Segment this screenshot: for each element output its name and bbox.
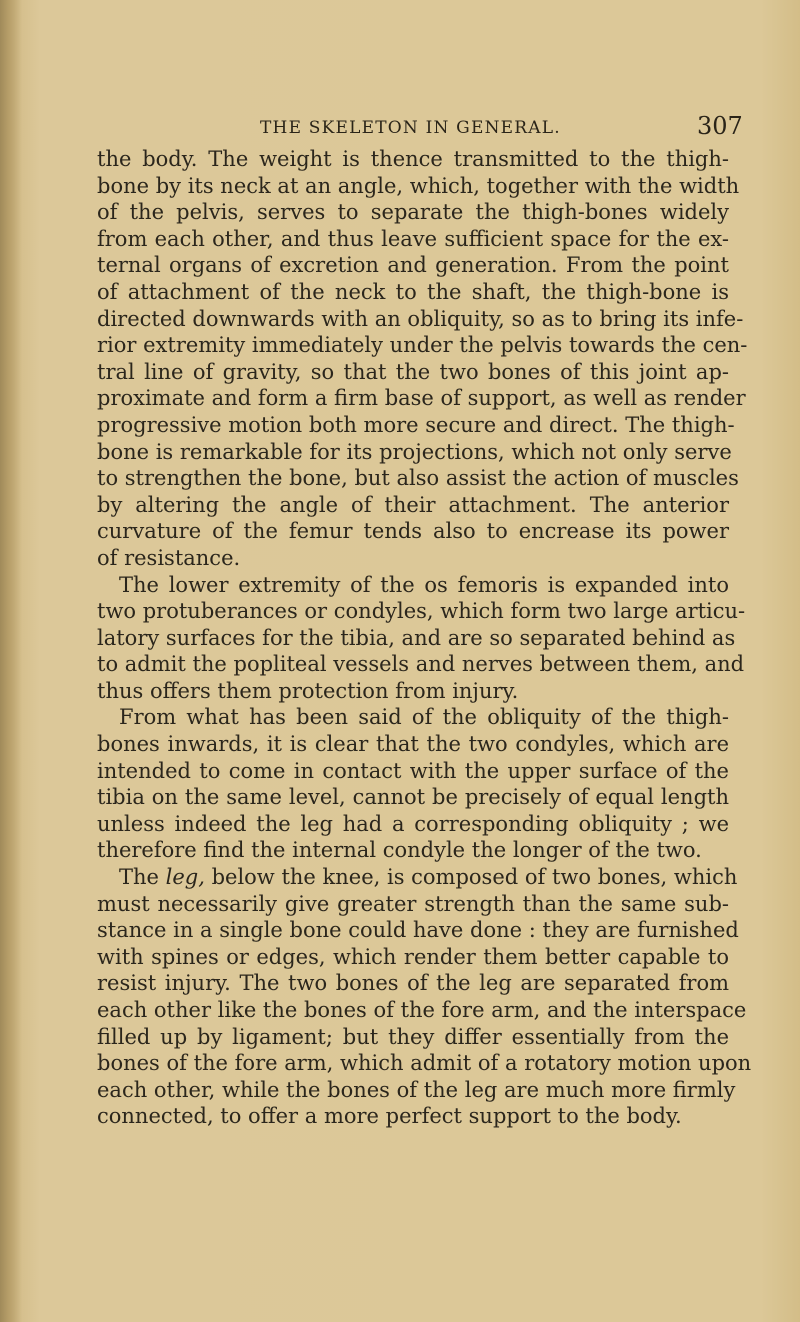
text-line: proximate and form a firm base of support, as well as render	[97, 386, 746, 411]
paragraph-start-line	[97, 864, 738, 891]
text-line: to strengthen the bone, but also assist the action of muscles	[97, 466, 739, 491]
paragraph-end-line: of resistance.	[97, 545, 241, 570]
text-line: filled up by ligament; but they differ essentially from the	[97, 1024, 729, 1049]
text-line: bone by its neck at an angle, which, together with the width	[97, 173, 740, 198]
text-line: bones of the fore arm, which admit of a rotatory motion upon	[97, 1051, 752, 1076]
running-title: THE SKELETON IN GENERAL.	[260, 118, 561, 138]
text-line: stance in a single bone could have done : they are furnished	[97, 918, 739, 943]
text-line: latory surfaces for the tibia, and are so separated behind as	[97, 625, 736, 650]
text-line: each other, while the bones of the leg are much more firmly	[97, 1077, 736, 1102]
text-line: progressive motion both more secure and direct. The thigh-	[97, 412, 735, 437]
text-line: bones inwards, it is clear that the two condyles, which are	[97, 732, 729, 757]
paragraph-start-line: The lower extremity of the os femoris is expanded into	[119, 572, 729, 597]
paragraph-start-line: From what has been said of the obliquity of the thigh-	[119, 705, 729, 730]
text-line: tibia on the same level, cannot be precisely of equal length	[97, 785, 729, 810]
text-line: tral line of gravity, so that the two bones of this joint ap-	[97, 359, 729, 384]
text-line: each other like the bones of the fore arm, and the interspace	[97, 998, 747, 1022]
italic-term-leg: leg,	[165, 865, 205, 890]
page-gutter-shadow	[0, 0, 22, 1322]
page-number: 307	[697, 112, 743, 140]
text-line: of the pelvis, serves to separate the thigh-bones widely	[97, 200, 729, 225]
paragraph-end-line: therefore find the internal condyle the longer of the two.	[97, 838, 702, 863]
running-head	[0, 112, 800, 142]
text-line: two protuberances or condyles, which form two large articu-	[97, 599, 746, 624]
text-line: ternal organs of excretion and generation. From the point	[97, 253, 729, 278]
text-line: must necessarily give greater strength than the same sub-	[97, 891, 729, 916]
text-line: from each other, and thus leave sufficient space for the ex-	[97, 226, 729, 251]
text-line: rior extremity immediately under the pelvis towards the cen-	[97, 333, 748, 358]
text-line: curvature of the femur tends also to encrease its power	[97, 519, 729, 544]
line-rest: below the knee, is composed of two bones, which	[204, 865, 738, 890]
paragraph-end-line: connected, to offer a more perfect support to the body.	[97, 1104, 682, 1129]
text-line: to admit the popliteal vessels and nerves between them, and	[97, 652, 745, 677]
text-line: with spines or edges, which render them better capable to	[97, 944, 729, 969]
text-line: the body. The weight is thence transmitted to the thigh-	[97, 147, 729, 171]
text-line: of attachment of the neck to the shaft, the thigh-bone is	[97, 279, 729, 304]
text-line: resist injury. The two bones of the leg are separated from	[97, 971, 729, 996]
text-line: directed downwards with an obliquity, so as to bring its infe-	[97, 306, 744, 331]
line-lead: The	[119, 865, 166, 890]
paragraph-end-line: thus offers them protection from injury.	[97, 678, 519, 703]
body-text	[97, 146, 752, 1130]
text-line: bone is remarkable for its projections, which not only serve	[97, 439, 732, 464]
text-line: intended to come in contact with the upper surface of the	[97, 758, 729, 783]
text-line: unless indeed the leg had a corresponding obliquity ; we	[97, 811, 729, 836]
text-line: by altering the angle of their attachment. The anterior	[97, 492, 729, 517]
